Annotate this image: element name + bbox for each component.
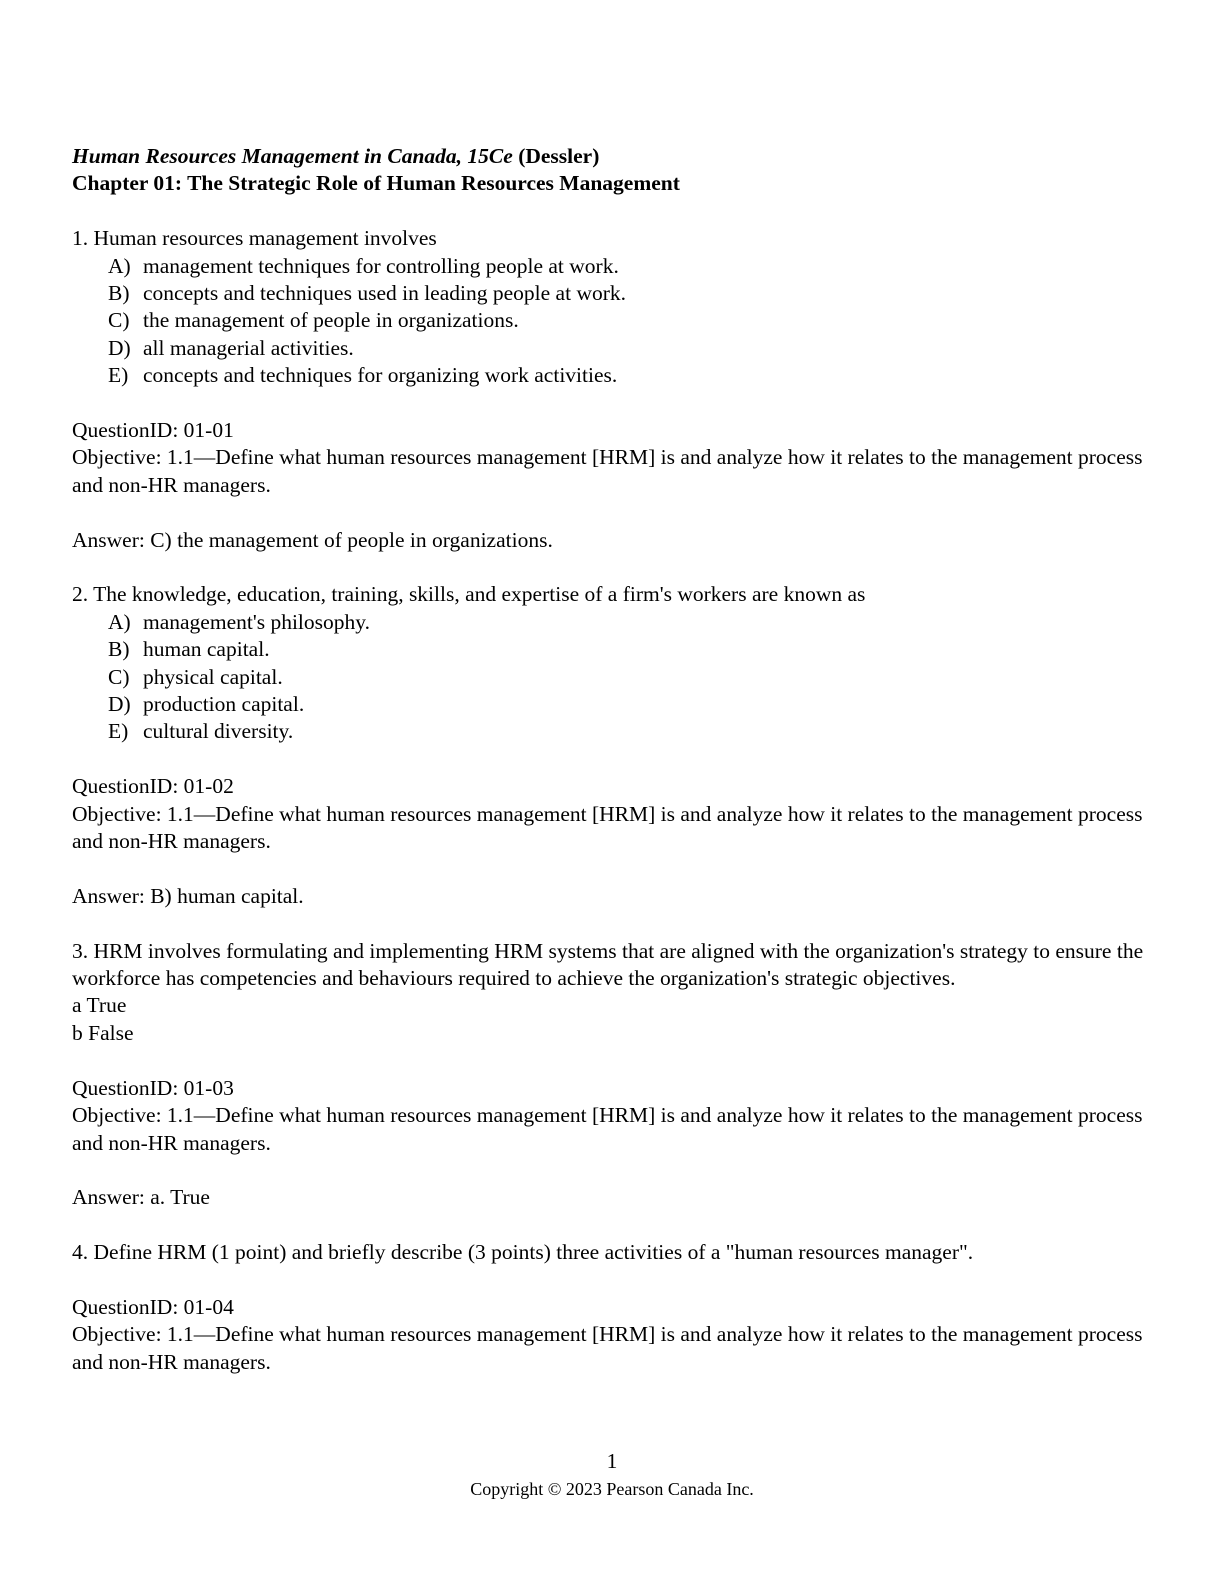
author: (Dessler) [518,144,600,168]
page-number: 1 [606,1449,618,1473]
tf-option-true: a True [72,993,127,1018]
option-b: B) human capital. [108,637,270,662]
question-id: QuestionID: 01-04 [72,1294,234,1319]
options-list [72,609,1172,746]
question-stem: 1. Human resources management involves [72,226,437,251]
book-title-line [72,143,1172,170]
option-d: D) production capital. [108,692,305,717]
chapter-title: Chapter 01: The Strategic Role of Human Resources Management [72,171,680,196]
option-c: C) physical capital. [108,664,283,689]
tf-option-false: b False [72,1020,134,1045]
book-title: Human Resources Management in Canada, 15Ce [72,144,513,168]
answer: Answer: a. True [72,1185,210,1210]
objective: Objective: 1.1—Define what human resources management [HRM] is and analyze how it relates to the management process and non-HR managers. [72,1103,1143,1155]
answer: Answer: C) the management of people in organizations. [72,527,553,552]
question-stem: 4. Define HRM (1 point) and briefly describe (3 points) three activities of a "human resources manager". [72,1240,974,1265]
question-stem: 3. HRM involves formulating and implementing HRM systems that are aligned with the organization's strategy to ensure the workforce has competencies and behaviours required to achieve the organization's strategic objectives. [72,938,1144,991]
question-id: QuestionID: 01-02 [72,774,234,799]
copyright-notice: Copyright © 2023 Pearson Canada Inc. [470,1479,754,1499]
option-b: B) concepts and techniques used in leading people at work. [108,281,627,306]
option-a: A) management's philosophy. [108,609,370,634]
option-e: E) cultural diversity. [108,719,294,744]
question-2 [72,581,1172,910]
answer: Answer: B) human capital. [72,883,304,908]
question-1 [72,225,1172,554]
question-stem: 2. The knowledge, education, training, skills, and expertise of a firm's workers are known as [72,582,866,607]
option-a: A) management techniques for controlling people at work. [108,253,619,278]
option-c: C) the management of people in organizations. [108,308,519,333]
question-id: QuestionID: 01-01 [72,418,234,443]
option-d: D) all managerial activities. [108,335,354,360]
page-content [72,143,1172,1376]
option-e: E) concepts and techniques for organizing work activities. [108,363,618,388]
objective: Objective: 1.1—Define what human resources management [HRM] is and analyze how it relates to the management process and non-HR managers. [72,445,1143,497]
objective: Objective: 1.1—Define what human resources management [HRM] is and analyze how it relates to the management process and non-HR managers. [72,801,1143,854]
options-list [72,253,1172,390]
question-3 [72,938,1172,1212]
objective: Objective: 1.1—Define what human resources management [HRM] is and analyze how it relates to the management process and non-HR managers. [72,1322,1143,1374]
question-id: QuestionID: 01-03 [72,1075,234,1100]
question-4 [72,1239,1172,1376]
